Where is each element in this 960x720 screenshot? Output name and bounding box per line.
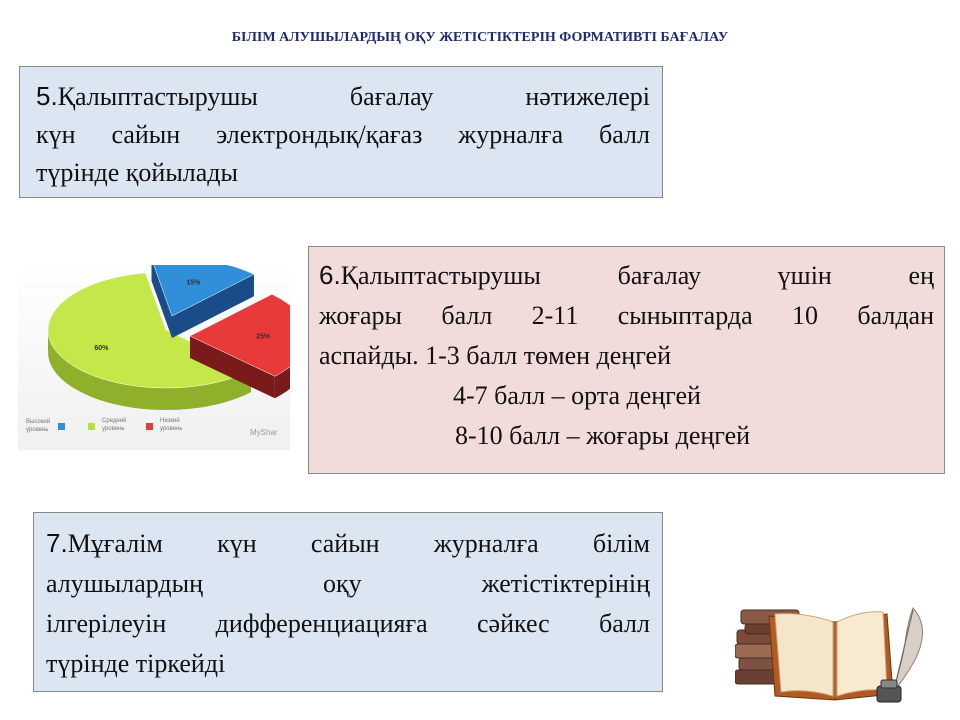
open-book (769, 612, 893, 700)
watermark-text: MyShar (250, 428, 278, 437)
legend-item-low-label-2: уровень (160, 426, 183, 432)
point-5-line-3: түрінде қойылады (36, 158, 238, 187)
point-7-line-1 (46, 523, 650, 564)
point-6-text-1: Қалыптастырушы бағалау үшін ең (340, 261, 934, 290)
point-5-box (19, 66, 663, 198)
point-7-line-4: түрінде тіркейді (46, 649, 226, 678)
legend-item-medium-swatch (88, 423, 95, 430)
quill-feather (893, 608, 923, 694)
point-6-number: 6. (319, 260, 341, 290)
pie-slice-low-label: 25% (256, 333, 271, 341)
legend-item-high-label-1: Высокий (26, 419, 51, 425)
legend-item-high-swatch (58, 423, 65, 430)
point-6-line-4: 4-7 балл – орта деңгей (453, 381, 701, 410)
point-5-number: 5. (36, 81, 58, 111)
point-6-line-3: аспайды. 1-3 балл төмен деңгей (319, 341, 671, 370)
book-illustration (735, 600, 935, 712)
point-7-text-1: Мұғалім күн сайын журналға білім (67, 529, 650, 558)
legend-item-low-label-1: Низкий (160, 418, 180, 424)
point-5-text-1: Қалыптастырушы бағалау нәтижелері (57, 82, 650, 111)
legend-item-high-label-2: уровень (26, 427, 49, 433)
point-6-line-1 (319, 255, 934, 296)
point-7-line-3: ілгерілеуін дифференциацияға сәйкес балл (46, 609, 650, 638)
point-6-line-2: жоғары балл 2-11 сыныптарда 10 балдан (319, 301, 934, 330)
point-6-line-5: 8-10 балл – жоғары деңгей (455, 421, 751, 450)
legend-item-medium-label-1: Средний (102, 418, 127, 424)
legend-item-medium-label-2: уровень (102, 426, 125, 432)
pie-slice-medium-label: 60% (94, 344, 109, 352)
point-5-line-1 (36, 77, 650, 116)
point-6-box (308, 246, 945, 474)
point-5-line-2: күн сайын электрондық/қағаз журналға балл (36, 120, 650, 149)
point-7-number: 7. (46, 528, 68, 558)
slide-title: БІЛІМ АЛУШЫЛАРДЫҢ ОҚУ ЖЕТІСТІКТЕРІН ФОРМАТИВТІ БАҒАЛАУ (231, 30, 729, 45)
legend-item-low-swatch (146, 423, 153, 430)
pie-slice-high-label: 15% (186, 279, 201, 287)
point-7-box (33, 512, 663, 692)
pie-chart (18, 265, 290, 450)
point-7-line-2: алушылардың оқу жетістіктерінің (46, 569, 650, 598)
inkwell (877, 680, 901, 702)
